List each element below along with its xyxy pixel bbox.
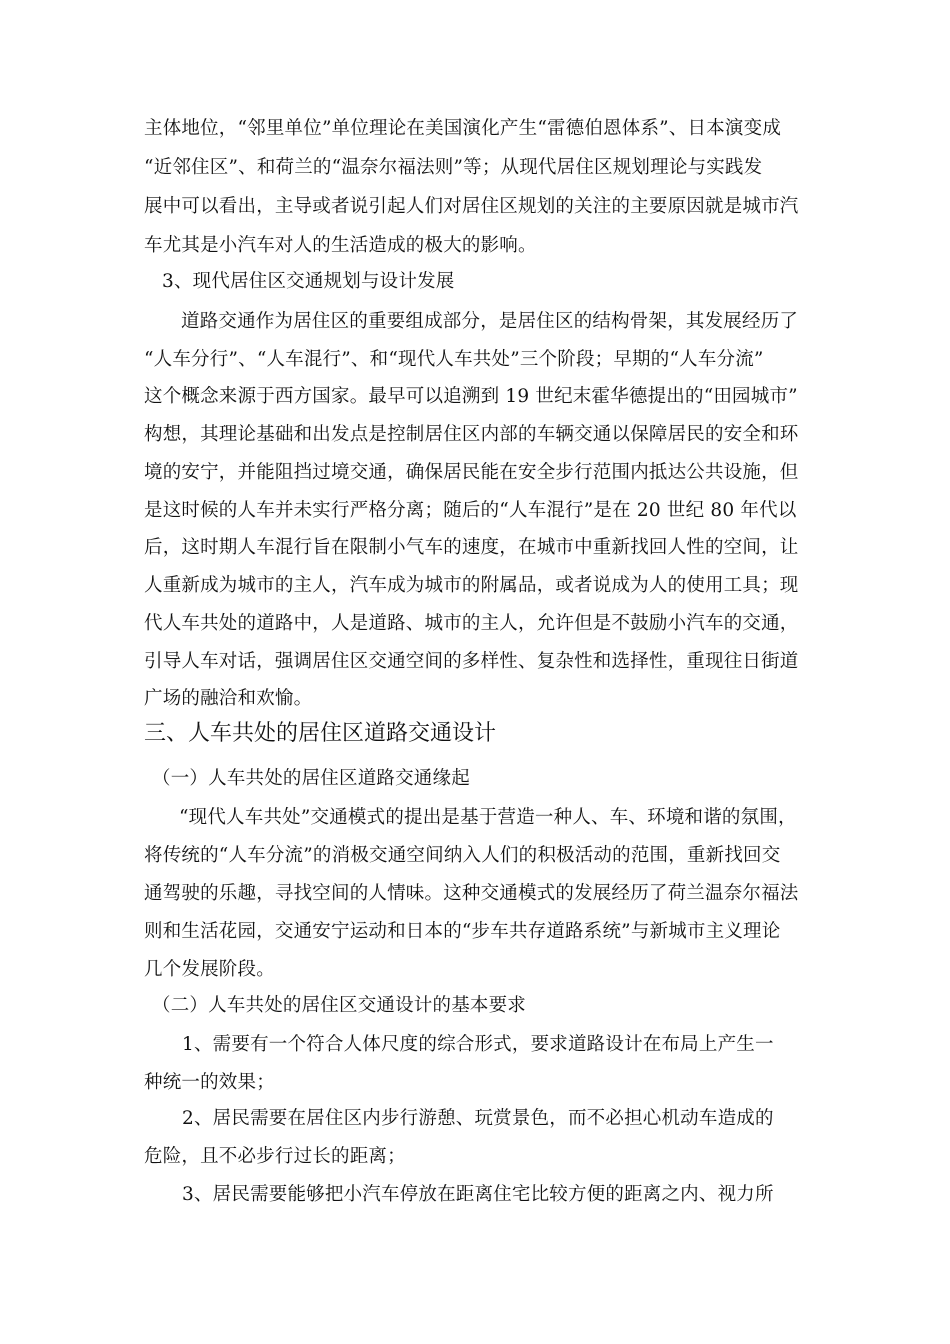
paragraph-2-line-9: 代人车共处的道路中，人是道路、城市的主人，允许但是不鼓励小汽车的交通， [144,613,799,634]
subsection-2-title: （二）人车共处的居住区交通设计的基本要求 [152,995,527,1016]
paragraph-2-line-7: 后，这时期人车混行旨在限制小气车的速度，在城市中重新找回人性的空间，让 [144,537,799,558]
paragraph-2-line-6: 是这时候的人车并未实行严格分离；随后的“人车混行”是在 20 世纪 80 年代以 [144,500,797,521]
paragraph-2-line-5: 境的安宁，并能阻挡过境交通，确保居民能在安全步行范围内抵达公共设施，但 [144,462,799,483]
subsection-1-line-1: “现代人车共处”交通模式的提出是基于营造一种人、车、环境和谐的氛围， [179,807,797,828]
subheading-3: 3、现代居住区交通规划与设计发展 [162,271,455,292]
paragraph-2-line-11: 广场的融洽和欢愉。 [144,688,313,709]
paragraph-2-line-1: 道路交通作为居住区的重要组成部分，是居住区的结构骨架，其发展经历了 [181,311,799,332]
requirement-3-line-1: 3、居民需要能够把小汽车停放在距离住宅比较方便的距离之内、视力所 [182,1184,774,1205]
paragraph-1-line-2: “近邻住区”、和荷兰的“温奈尔福法则”等；从现代居住区规划理论与实践发 [144,157,763,178]
paragraph-1-line-3: 展中可以看出，主导或者说引起人们对居住区规划的关注的主要原因就是城市汽 [144,196,799,217]
paragraph-1-line-1: 主体地位，“邻里单位”单位理论在美国演化产生“雷德伯恩体系”、日本演变成 [144,118,782,139]
paragraph-2-line-10: 引导人车对话，强调居住区交通空间的多样性、复杂性和选择性，重现往日街道 [144,651,799,672]
requirement-2-line-2: 危险，且不必步行过长的距离； [144,1146,406,1167]
requirement-1-line-1: 1、需要有一个符合人体尺度的综合形式，要求道路设计在布局上产生一 [182,1034,774,1055]
subsection-1-title: （一）人车共处的居住区道路交通缘起 [152,768,470,789]
subsection-1-line-2: 将传统的“人车分流”的消极交通空间纳入人们的积极活动的范围，重新找回交 [144,845,781,866]
paragraph-2-line-4: 构想，其理论基础和出发点是控制居住区内部的车辆交通以保障居民的安全和环 [144,424,799,445]
paragraph-2-line-8: 人重新成为城市的主人，汽车成为城市的附属品，或者说成为人的使用工具；现 [144,575,799,596]
subsection-1-line-4: 则和生活花园，交通安宁运动和日本的“步车共存道路系统”与新城市主义理论 [144,921,781,942]
subsection-1-line-3: 通驾驶的乐趣，寻找空间的人情味。这种交通模式的发展经历了荷兰温奈尔福法 [144,883,799,904]
paragraph-1-line-4: 车尤其是小汽车对人的生活造成的极大的影响。 [144,235,537,256]
section-heading: 三、人车共处的居住区道路交通设计 [144,721,497,746]
paragraph-2-line-3: 这个概念来源于西方国家。最早可以追溯到 19 世纪末霍华德提出的“田园城市” [144,386,798,407]
requirement-2-line-1: 2、居民需要在居住区内步行游憩、玩赏景色，而不必担心机动车造成的 [182,1108,774,1129]
requirement-1-line-2: 种统一的效果； [144,1072,275,1093]
paragraph-2-line-2: “人车分行”、“人车混行”、和“现代人车共处”三个阶段；早期的“人车分流” [144,349,764,370]
subsection-1-line-5: 几个发展阶段。 [144,959,275,980]
